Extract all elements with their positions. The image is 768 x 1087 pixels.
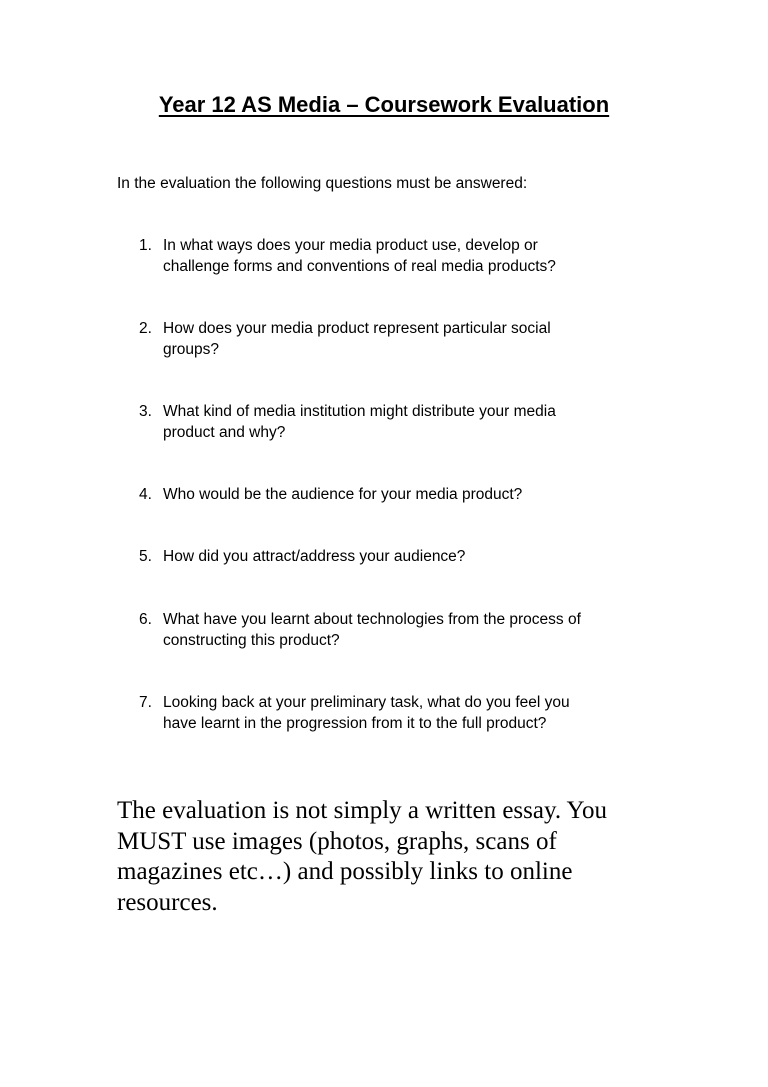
question-text xyxy=(163,692,659,734)
question-line: How does your media product represent particular social xyxy=(163,320,551,337)
question-line: What have you learnt about technologies from the process of xyxy=(163,611,581,628)
document-title: Year 12 AS Media – Coursework Evaluation xyxy=(158,92,610,117)
question-text xyxy=(163,546,659,567)
question-item xyxy=(139,546,659,567)
question-number: 6. xyxy=(139,611,152,628)
question-number: 2. xyxy=(139,320,152,337)
question-item xyxy=(139,401,659,443)
question-line: In what ways does your media product use, develop or xyxy=(163,237,538,254)
question-line: constructing this product? xyxy=(163,632,340,649)
question-number: 7. xyxy=(139,694,152,711)
question-text xyxy=(163,609,659,651)
intro-text: In the evaluation the following questions must be answered: xyxy=(117,175,528,192)
question-item xyxy=(139,484,659,505)
question-line: What kind of media institution might distribute your media xyxy=(163,403,556,420)
question-number: 4. xyxy=(139,486,152,503)
question-text xyxy=(163,235,659,277)
question-line: challenge forms and conventions of real media products? xyxy=(163,258,556,275)
question-number: 3. xyxy=(139,403,152,420)
closing-line: The evaluation is not simply a written essay. You xyxy=(117,797,607,824)
closing-line: MUST use images (photos, graphs, scans of xyxy=(117,827,557,855)
question-line: have learnt in the progression from it to the full product? xyxy=(163,715,547,732)
question-text xyxy=(163,484,659,505)
question-line: Who would be the audience for your media product? xyxy=(163,486,523,503)
question-line: Looking back at your preliminary task, what do you feel you xyxy=(163,694,570,711)
question-item xyxy=(139,318,659,360)
closing-line: resources. xyxy=(117,888,218,916)
closing-paragraph xyxy=(117,796,677,918)
question-item xyxy=(139,692,659,734)
question-number: 1. xyxy=(139,237,152,254)
question-line: groups? xyxy=(163,341,220,358)
question-item xyxy=(139,609,659,651)
question-line: How did you attract/address your audience? xyxy=(163,548,466,565)
question-text xyxy=(163,318,659,360)
question-item xyxy=(139,235,659,277)
question-text xyxy=(163,401,659,443)
question-number: 5. xyxy=(139,548,152,565)
closing-line: magazines etc…) and possibly links to online xyxy=(117,858,573,885)
question-line: product and why? xyxy=(163,424,286,441)
